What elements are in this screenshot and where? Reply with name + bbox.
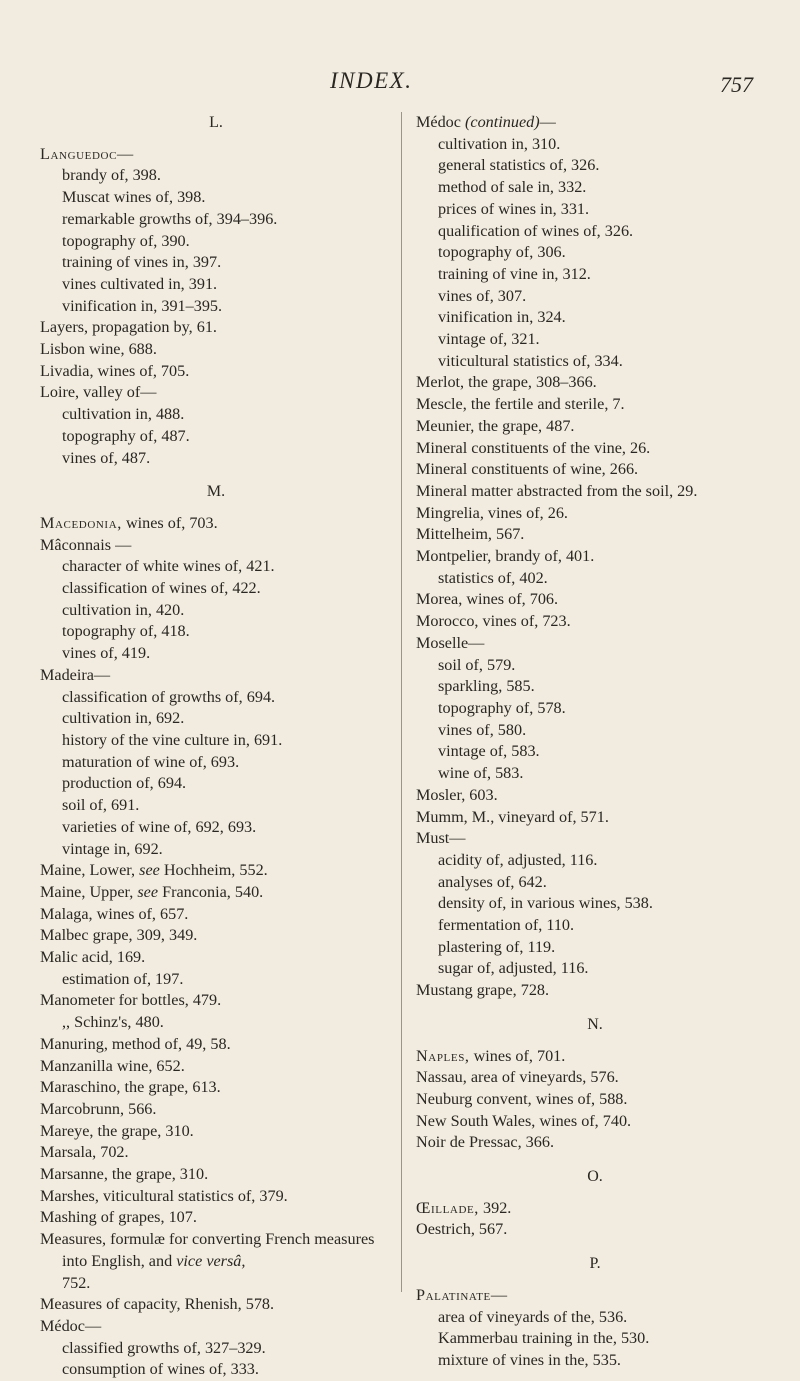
page-header [0,68,800,108]
section-letter-l: L. [209,114,223,131]
index-entry: Must— [416,829,466,848]
index-subentry: prices of wines in, 331. [438,199,590,218]
index-entry: Manuring, method of, 49, 58. [40,1034,231,1053]
index-subentry: vines cultivated in, 391. [62,274,218,293]
index-subentry: topography of, 306. [438,243,566,262]
index-subentry: maturation of wine of, 693. [62,752,240,771]
index-entry: Malic acid, 169. [40,948,146,967]
index-entry: Measures, formulæ for converting French measures into English, and vice versâ, 752. [40,1230,375,1292]
index-entry: Marcobrunn, 566. [40,1099,157,1118]
index-subentry: cultivation in, 420. [62,600,185,619]
index-entry: Manzanilla wine, 652. [40,1056,185,1075]
index-subentry: vines of, 580. [438,720,527,739]
index-entry: Mittelheim, 567. [416,525,525,544]
section-letter-n: N. [587,1015,603,1033]
index-entry: Maine, Upper, see Franconia, 540. [40,882,264,901]
index-subentry: qualification of wines of, 326. [438,221,634,240]
index-subentry: acidity of, adjusted, 116. [438,850,598,869]
index-subentry: classification of wines of, 422. [62,579,261,598]
index-entry: Mosler, 603. [416,785,498,804]
index-entry: Mareye, the grape, 310. [40,1121,194,1140]
index-entry: New South Wales, wines of, 740. [416,1111,632,1130]
index-entry: Layers, propagation by, 61. [40,318,217,337]
index-entry: Oestrich, 567. [416,1220,508,1239]
index-entry: Mumm, M., vineyard of, 571. [416,807,609,826]
index-subentry: classification of growths of, 694. [62,687,276,706]
index-entry: Macedonia, wines of, 703. [40,513,218,532]
section-letter-m: M. [206,483,226,501]
index-subentry: cultivation in, 310. [438,134,561,153]
index-entry: Maine, Lower, see Hochheim, 552. [40,861,268,880]
index-subentry: cultivation in, 488. [62,405,185,424]
index-entry: Médoc— [40,1316,102,1335]
index-entry: Mâconnais — [40,535,132,554]
index-subentry: Muscat wines of, 398. [62,188,206,207]
index-subentry: vintage in, 692. [62,839,163,858]
index-entry: Montpelier, brandy of, 401. [416,547,595,566]
index-subentry: estimation of, 197. [62,969,184,988]
index-subentry: soil of, 691. [62,796,140,815]
index-subentry: density of, in various wines, 538. [438,894,653,913]
index-subentry: brandy of, 398. [62,166,161,185]
index-entry: Merlot, the grape, 308–366. [416,373,597,392]
index-entry: Neuburg convent, wines of, 588. [416,1089,628,1108]
index-entry: Palatinate— [416,1285,508,1304]
index-entry: Measures of capacity, Rhenish, 578. [40,1295,275,1314]
index-subentry: remarkable growths of, 394–396. [62,209,278,228]
index-entry: Loire, valley of— [40,383,157,402]
index-subentry: method of sale in, 332. [438,178,587,197]
index-entry: Mineral constituents of the vine, 26. [416,438,651,457]
section-letter-p: P. [589,1255,601,1273]
index-subentry: cultivation in, 692. [62,709,185,728]
index-subentry: vintage of, 321. [438,330,540,349]
index-subentry: vintage of, 583. [438,742,540,761]
index-entry: Maraschino, the grape, 613. [40,1078,221,1097]
index-entry: Nassau, area of vineyards, 576. [416,1068,619,1087]
index-subentry: topography of, 487. [62,426,190,445]
index-entry: Mescle, the fertile and sterile, 7. [416,395,625,414]
index-entry: Manometer for bottles, 479. [40,991,222,1010]
index-subentry: plastering of, 119. [438,937,556,956]
index-subentry: sparkling, 585. [438,677,535,696]
index-entry: Morea, wines of, 706. [416,590,559,609]
page-number: 757 [720,72,753,97]
index-entry: Lisbon wine, 688. [40,340,157,359]
index-subentry: production of, 694. [62,774,187,793]
index-subentry: vinification in, 324. [438,308,566,327]
index-subentry: general statistics of, 326. [438,156,600,175]
index-subentry: topography of, 418. [62,622,190,641]
index-subentry: character of white wines of, 421. [62,557,275,576]
index-entry: Morocco, vines of, 723. [416,612,571,631]
index-entry: Œillade, 392. [416,1198,512,1217]
index-subentry: mixture of vines in the, 535. [438,1350,621,1369]
index-entry: Mustang grape, 728. [416,981,550,1000]
index-subentry: training of vines in, 397. [62,253,222,272]
index-entry: Malaga, wines of, 657. [40,904,189,923]
index-entry: Mineral matter abstracted from the soil, 29. [416,481,698,500]
index-subentry: area of vineyards of the, 536. [438,1307,628,1326]
index-entry: Moselle— [416,633,485,652]
index-subentry: viticultural statistics of, 334. [438,351,623,370]
index-column-left [40,112,392,1381]
index-entry: Livadia, wines of, 705. [40,361,190,380]
index-subentry: history of the vine culture in, 691. [62,730,283,749]
index-subentry: statistics of, 402. [438,568,548,587]
section-letter-o: O. [587,1168,603,1186]
index-entry: Médoc (continued)— [416,113,556,131]
index-entry: Mineral constituents of wine, 266. [416,460,639,479]
index-subentry: classified growths of, 327–329. [62,1338,266,1357]
index-entry: Marshes, viticultural statistics of, 379. [40,1186,288,1205]
index-entry: Marsanne, the grape, 310. [40,1165,209,1184]
index-subentry: topography of, 578. [438,698,566,717]
index-column-right [416,112,774,1372]
index-subentry: fermentation of, 110. [438,916,575,935]
index-entry: Mashing of grapes, 107. [40,1208,197,1227]
index-entry: Noir de Pressac, 366. [416,1133,555,1152]
index-entry: Languedoc— [40,144,134,163]
index-subentry: vines of, 307. [438,286,527,305]
index-entry: Meunier, the grape, 487. [416,416,575,435]
page-title: INDEX. [330,68,413,93]
index-subentry: vinification in, 391–395. [62,296,223,315]
index-subentry: sugar of, adjusted, 116. [438,959,589,978]
column-divider [401,112,402,1292]
index-subentry: training of vine in, 312. [438,264,591,283]
index-entry: Naples, wines of, 701. [416,1046,566,1065]
index-subentry: analyses of, 642. [438,872,547,891]
index-subentry: consumption of wines of, 333. [62,1360,259,1379]
index-subentry: soil of, 579. [438,655,516,674]
index-entry: Madeira— [40,665,111,684]
index-subentry: ,, Schinz's, 480. [62,1013,164,1032]
index-subentry: vines of, 419. [62,644,151,663]
index-entry: Marsala, 702. [40,1143,129,1162]
index-subentry: varieties of wine of, 692, 693. [62,817,257,836]
index-subentry: Kammerbau training in the, 530. [438,1329,650,1348]
index-subentry: wine of, 583. [438,764,524,783]
index-subentry: topography of, 390. [62,231,190,250]
index-subentry: vines of, 487. [62,448,151,467]
index-entry: Malbec grape, 309, 349. [40,926,198,945]
index-entry: Mingrelia, vines of, 26. [416,503,568,522]
